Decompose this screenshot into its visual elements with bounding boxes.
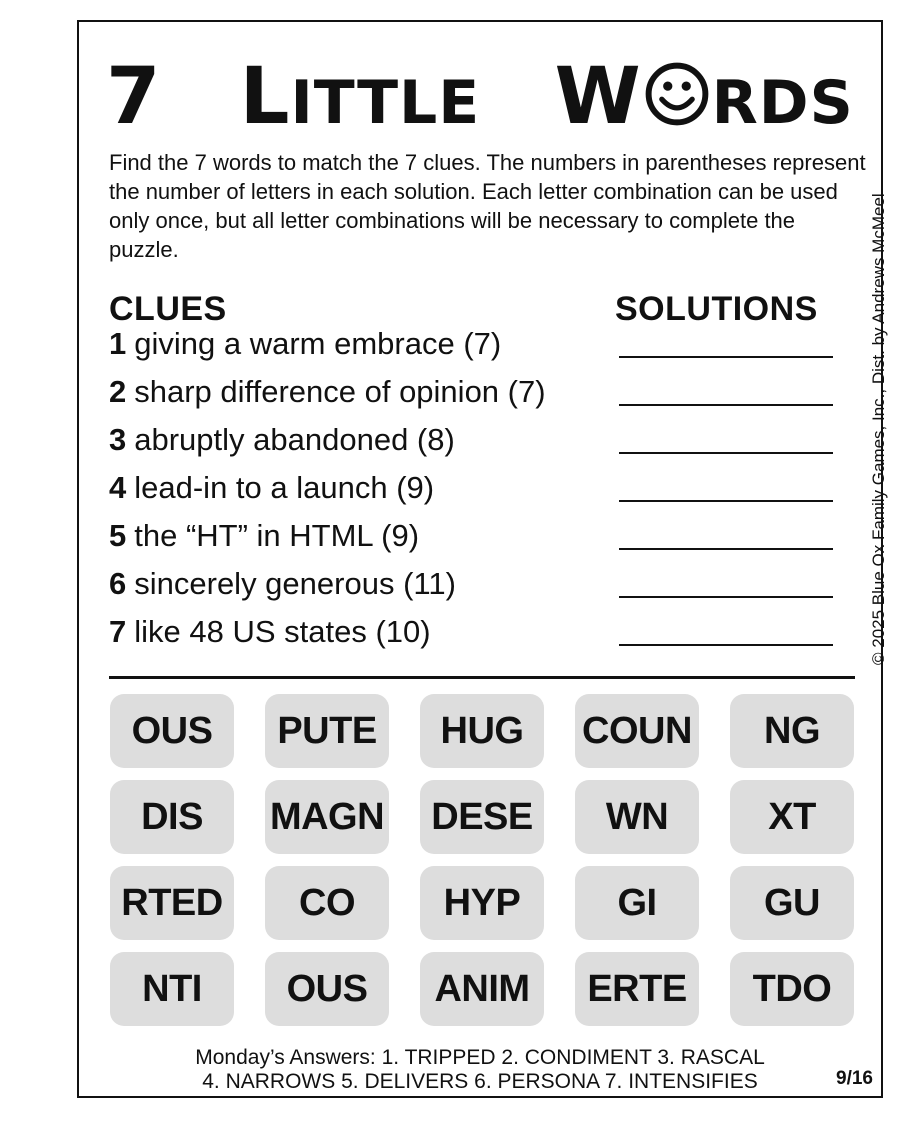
title-word1-rest: ITTLE — [290, 68, 481, 138]
clue-1 — [109, 326, 501, 362]
solution-blank-1[interactable] — [619, 356, 833, 358]
letter-tile[interactable]: GI — [575, 866, 699, 940]
clue-text: giving a warm embrace (7) — [134, 326, 502, 361]
letter-tile[interactable]: CO — [265, 866, 389, 940]
clue-number: 2 — [109, 374, 127, 409]
letter-tile[interactable]: RTED — [110, 866, 234, 940]
title-word2-rest: RDS — [711, 68, 854, 138]
clue-number: 3 — [109, 422, 127, 457]
divider — [109, 676, 855, 679]
letter-tile[interactable]: TDO — [730, 952, 854, 1026]
letter-tile[interactable]: GU — [730, 866, 854, 940]
title-word1-initial: L — [239, 52, 291, 142]
clue-4 — [109, 470, 434, 506]
solution-blank-2[interactable] — [619, 404, 833, 406]
clue-number: 1 — [109, 326, 127, 361]
puzzle-frame — [77, 20, 888, 1098]
letter-tile[interactable]: COUN — [575, 694, 699, 768]
solution-blank-6[interactable] — [619, 596, 833, 598]
letter-tile[interactable]: OUS — [110, 694, 234, 768]
clue-2 — [109, 374, 546, 410]
answers-line-2: 4. NARROWS 5. DELIVERS 6. PERSONA 7. INTENSIFIES — [202, 1070, 758, 1093]
solution-blank-7[interactable] — [619, 644, 833, 646]
solution-blank-4[interactable] — [619, 500, 833, 502]
letter-tile[interactable]: WN — [575, 780, 699, 854]
clue-number: 7 — [109, 614, 127, 649]
clue-text: sincerely generous (11) — [134, 566, 456, 601]
letter-tile[interactable]: HUG — [420, 694, 544, 768]
letter-tile[interactable]: OUS — [265, 952, 389, 1026]
letter-tile[interactable]: ANIM — [420, 952, 544, 1026]
clue-text: sharp difference of opinion (7) — [134, 374, 546, 409]
letter-tile[interactable]: DIS — [110, 780, 234, 854]
puzzle-date: 9/16 — [836, 1068, 873, 1089]
clue-text: abruptly abandoned (8) — [134, 422, 455, 457]
copyright-notice: © 2025 Blue Ox Family Games, Inc., Dist. by Andrews McMeel — [869, 193, 888, 665]
puzzle-title — [79, 52, 881, 142]
solution-blank-5[interactable] — [619, 548, 833, 550]
clue-number: 5 — [109, 518, 127, 553]
clue-text: lead-in to a launch (9) — [134, 470, 435, 505]
letter-tile[interactable]: ERTE — [575, 952, 699, 1026]
letter-tiles-grid — [110, 694, 856, 1026]
clue-number: 4 — [109, 470, 127, 505]
answers-line-1: Monday’s Answers: 1. TRIPPED 2. CONDIMENT 3. RASCAL — [195, 1046, 765, 1069]
letter-tile[interactable]: NG — [730, 694, 854, 768]
letter-tile[interactable]: XT — [730, 780, 854, 854]
solutions-header: SOLUTIONS — [615, 290, 818, 328]
letter-tile[interactable]: HYP — [420, 866, 544, 940]
title-word2-initial: W — [554, 52, 642, 142]
previous-answers — [79, 1046, 881, 1094]
letter-tile[interactable]: PUTE — [265, 694, 389, 768]
title-number: 7 — [106, 52, 162, 142]
clue-6 — [109, 566, 456, 602]
instructions-text: Find the 7 words to match the 7 clues. The numbers in parentheses represent the number of letters in each solution. Each letter combination can be used only once, but all letter combinations will be necessary to complete the puzzle. — [109, 150, 866, 262]
letter-tile[interactable]: DESE — [420, 780, 544, 854]
clue-5 — [109, 518, 419, 554]
clues-header: CLUES — [109, 290, 227, 328]
letter-tile[interactable]: MAGN — [265, 780, 389, 854]
clue-7 — [109, 614, 431, 650]
clue-number: 6 — [109, 566, 127, 601]
clue-text: the “HT” in HTML (9) — [134, 518, 420, 553]
clue-3 — [109, 422, 455, 458]
letter-tile[interactable]: NTI — [110, 952, 234, 1026]
clue-text: like 48 US states (10) — [134, 614, 431, 649]
solution-blank-3[interactable] — [619, 452, 833, 454]
smiley-face-icon — [644, 61, 710, 127]
